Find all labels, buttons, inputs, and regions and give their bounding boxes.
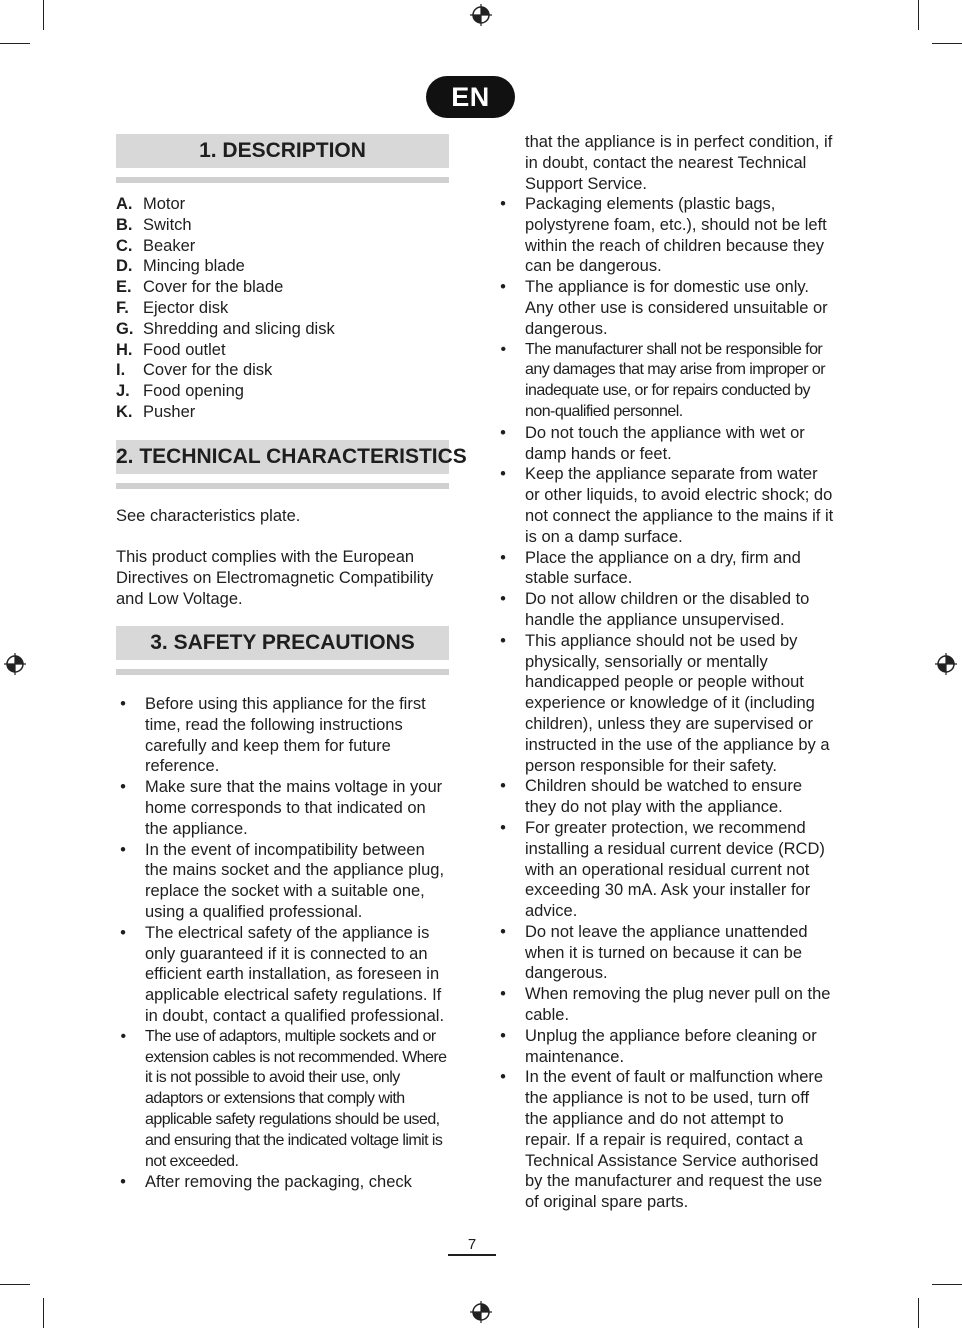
bullet-icon: •: [500, 548, 506, 567]
compliance-text: This product complies with the European Directives on Electromagnetic Compatibility and Low Voltage.: [116, 548, 434, 608]
bullet-icon: •: [120, 840, 126, 859]
list-item: [116, 840, 452, 923]
list-item: [116, 1172, 452, 1193]
registration-mark-icon: [4, 653, 26, 675]
bullet-icon: •: [120, 695, 126, 713]
registration-mark-icon: [935, 653, 957, 675]
registration-mark-icon: [470, 4, 492, 26]
bullet-icon: •: [120, 1173, 126, 1192]
list-item: [496, 340, 834, 423]
list-item: [116, 215, 446, 236]
list-item: [496, 1026, 834, 1068]
part-name: Cover for the disk: [143, 361, 273, 380]
part-name: Switch: [143, 215, 192, 234]
bullet-icon: •: [500, 818, 506, 837]
safety-list-right: [496, 194, 834, 1213]
list-item: [496, 984, 834, 1026]
safety-text: Before using this appliance for the first time, read the following instructions carefully and keep them for future reference.: [145, 695, 426, 776]
safety-text: Packaging elements (plastic bags, polystyrene foam, etc.), should not be left within the reach of children because they can be dangerous.: [525, 195, 827, 276]
bullet-icon: •: [500, 1026, 506, 1045]
crop-mark: [43, 0, 44, 30]
section-divider: [116, 483, 449, 489]
list-item: [116, 360, 446, 381]
safety-list-left: [116, 694, 452, 1193]
bullet-icon: •: [500, 985, 506, 1004]
page-number: 7: [467, 1236, 477, 1253]
list-item: [116, 277, 446, 298]
crop-mark: [0, 43, 30, 44]
bullet-icon: •: [120, 778, 126, 797]
list-item: [496, 194, 834, 277]
section-title-safety: 3. SAFETY PRECAUTIONS: [116, 626, 449, 660]
part-letter: I.: [116, 361, 126, 380]
part-name: Mincing blade: [143, 257, 245, 276]
crop-mark: [0, 1284, 30, 1285]
safety-text: Do not touch the appliance with wet or damp hands or feet.: [525, 423, 805, 463]
bullet-icon: •: [500, 631, 506, 650]
crop-mark: [918, 1298, 919, 1328]
safety-text: After removing the packaging, check: [145, 1173, 412, 1192]
safety-text: The appliance is for domestic use only. Any other use is considered unsuitable or dangerous.: [525, 278, 828, 338]
bullet-icon: •: [500, 465, 506, 484]
list-item: [496, 922, 834, 984]
list-item: [496, 277, 834, 339]
crop-mark: [932, 1284, 962, 1285]
list-item: [116, 381, 446, 402]
part-letter: J.: [116, 382, 130, 401]
crop-mark: [43, 1298, 44, 1328]
safety-text: In the event of incompatibility between the mains socket and the appliance plug, replace the socket with a suitable one, using a qualified professional.: [145, 840, 445, 921]
language-badge: EN: [426, 76, 515, 118]
safety-text: Keep the appliance separate from water or other liquids, to avoid electric shock; do not connect the appliance to the mains if it is on a damp surface.: [525, 465, 834, 546]
list-item: [116, 777, 452, 839]
list-item: [116, 298, 446, 319]
list-item: [496, 1067, 834, 1213]
safety-text: The use of adaptors, multiple sockets and or extension cables is not recommended. Where it is not possible to avoid their use, only adaptors or extensions that comply with applicable safety regulations should be used, and ensuring that the indicated voltage limit is not exceeded.: [145, 1027, 447, 1170]
section-divider: [116, 669, 449, 675]
crop-mark: [918, 0, 919, 30]
list-item: [116, 194, 446, 215]
safety-text: In the event of fault or malfunction where the appliance is not to be used, turn off the appliance and do not attempt to repair. If a repair is required, contact a Technical Assistance Service authorised by the manufacturer and request the use of original spare parts.: [525, 1068, 824, 1212]
section-divider: [116, 177, 449, 183]
list-item: [116, 256, 446, 277]
safety-text: The manufacturer shall not be responsible for any damages that may arise from improper or inadequate use, or for repairs conducted by non-qualified personnel.: [525, 340, 826, 420]
part-letter: H.: [116, 340, 133, 359]
list-item: [496, 548, 834, 590]
bullet-icon: •: [500, 590, 506, 609]
part-letter: C.: [116, 236, 133, 255]
part-name: Food opening: [143, 382, 244, 401]
part-name: Ejector disk: [143, 298, 229, 317]
list-item: [496, 423, 834, 465]
section-title-technical: 2. TECHNICAL CHARACTERISTICS: [116, 440, 449, 474]
list-item: [116, 319, 446, 340]
characteristics-text: See characteristics plate.: [116, 507, 301, 525]
part-letter: A.: [116, 195, 133, 213]
part-letter: B.: [116, 215, 133, 234]
list-item: [116, 402, 446, 423]
list-item: [496, 589, 834, 631]
bullet-icon: •: [500, 1068, 506, 1087]
part-letter: D.: [116, 257, 133, 276]
safety-text: This appliance should not be used by physically, sensorially or mentally handicapped people or people without experience or knowledge of it (including children), unless they are supervised or instructed in the use of the appliance by a person responsible for their safety.: [525, 631, 830, 775]
part-name: Pusher: [143, 402, 196, 421]
part-name: Shredding and slicing disk: [143, 319, 335, 338]
safety-text: Place the appliance on a dry, firm and stable surface.: [525, 548, 801, 588]
bullet-icon: •: [500, 922, 506, 941]
safety-text: The electrical safety of the appliance is only guaranteed if it is connected to an efficient earth installation, as foreseen in applicable electrical safety regulations. If in doubt, contact a qualified professional.: [145, 923, 445, 1025]
bullet-icon: •: [500, 195, 506, 213]
bullet-icon: •: [120, 923, 126, 942]
bullet-icon: •: [500, 278, 506, 297]
page-number-underline: [448, 1254, 496, 1256]
registration-mark-icon: [470, 1301, 492, 1323]
part-name: Food outlet: [143, 340, 226, 359]
list-item: [496, 464, 834, 547]
part-name: Cover for the blade: [143, 278, 284, 297]
safety-text: Do not allow children or the disabled to handle the appliance unsupervised.: [525, 590, 810, 629]
safety-text: Make sure that the mains voltage in your home corresponds to that indicated on the appliance.: [145, 778, 443, 838]
part-letter: G.: [116, 319, 134, 338]
list-item: [116, 340, 446, 361]
list-item: [496, 776, 834, 818]
crop-mark: [932, 43, 962, 44]
part-letter: K.: [116, 402, 133, 421]
part-letter: E.: [116, 278, 132, 297]
safety-text: For greater protection, we recommend installing a residual current device (RCD) with an operational residual current not exceeding 30 mA. Ask your installer for advice.: [525, 818, 825, 921]
list-item: [116, 1027, 452, 1173]
safety-text: Unplug the appliance before cleaning or maintenance.: [525, 1026, 817, 1066]
part-letter: F.: [116, 298, 129, 317]
bullet-icon: •: [500, 423, 506, 442]
safety-continuation-text: that the appliance is in perfect condition, if in doubt, contact the nearest Technical Support Service.: [525, 133, 833, 193]
list-item: [496, 631, 834, 777]
bullet-icon: •: [500, 777, 506, 796]
safety-text: When removing the plug never pull on the cable.: [525, 985, 831, 1025]
list-item: [116, 694, 452, 777]
list-item: [496, 818, 834, 922]
safety-text: Children should be watched to ensure they do not play with the appliance.: [525, 777, 803, 817]
part-name: Motor: [143, 195, 186, 213]
safety-text: Do not leave the appliance unattended when it is turned on because it can be dangerous.: [525, 922, 808, 983]
part-name: Beaker: [143, 236, 196, 255]
bullet-icon: •: [120, 1027, 126, 1045]
list-item: [116, 923, 452, 1027]
section-title-description: 1. DESCRIPTION: [116, 134, 449, 168]
parts-list: [116, 194, 446, 423]
bullet-icon: •: [500, 340, 506, 358]
list-item: [116, 236, 446, 257]
